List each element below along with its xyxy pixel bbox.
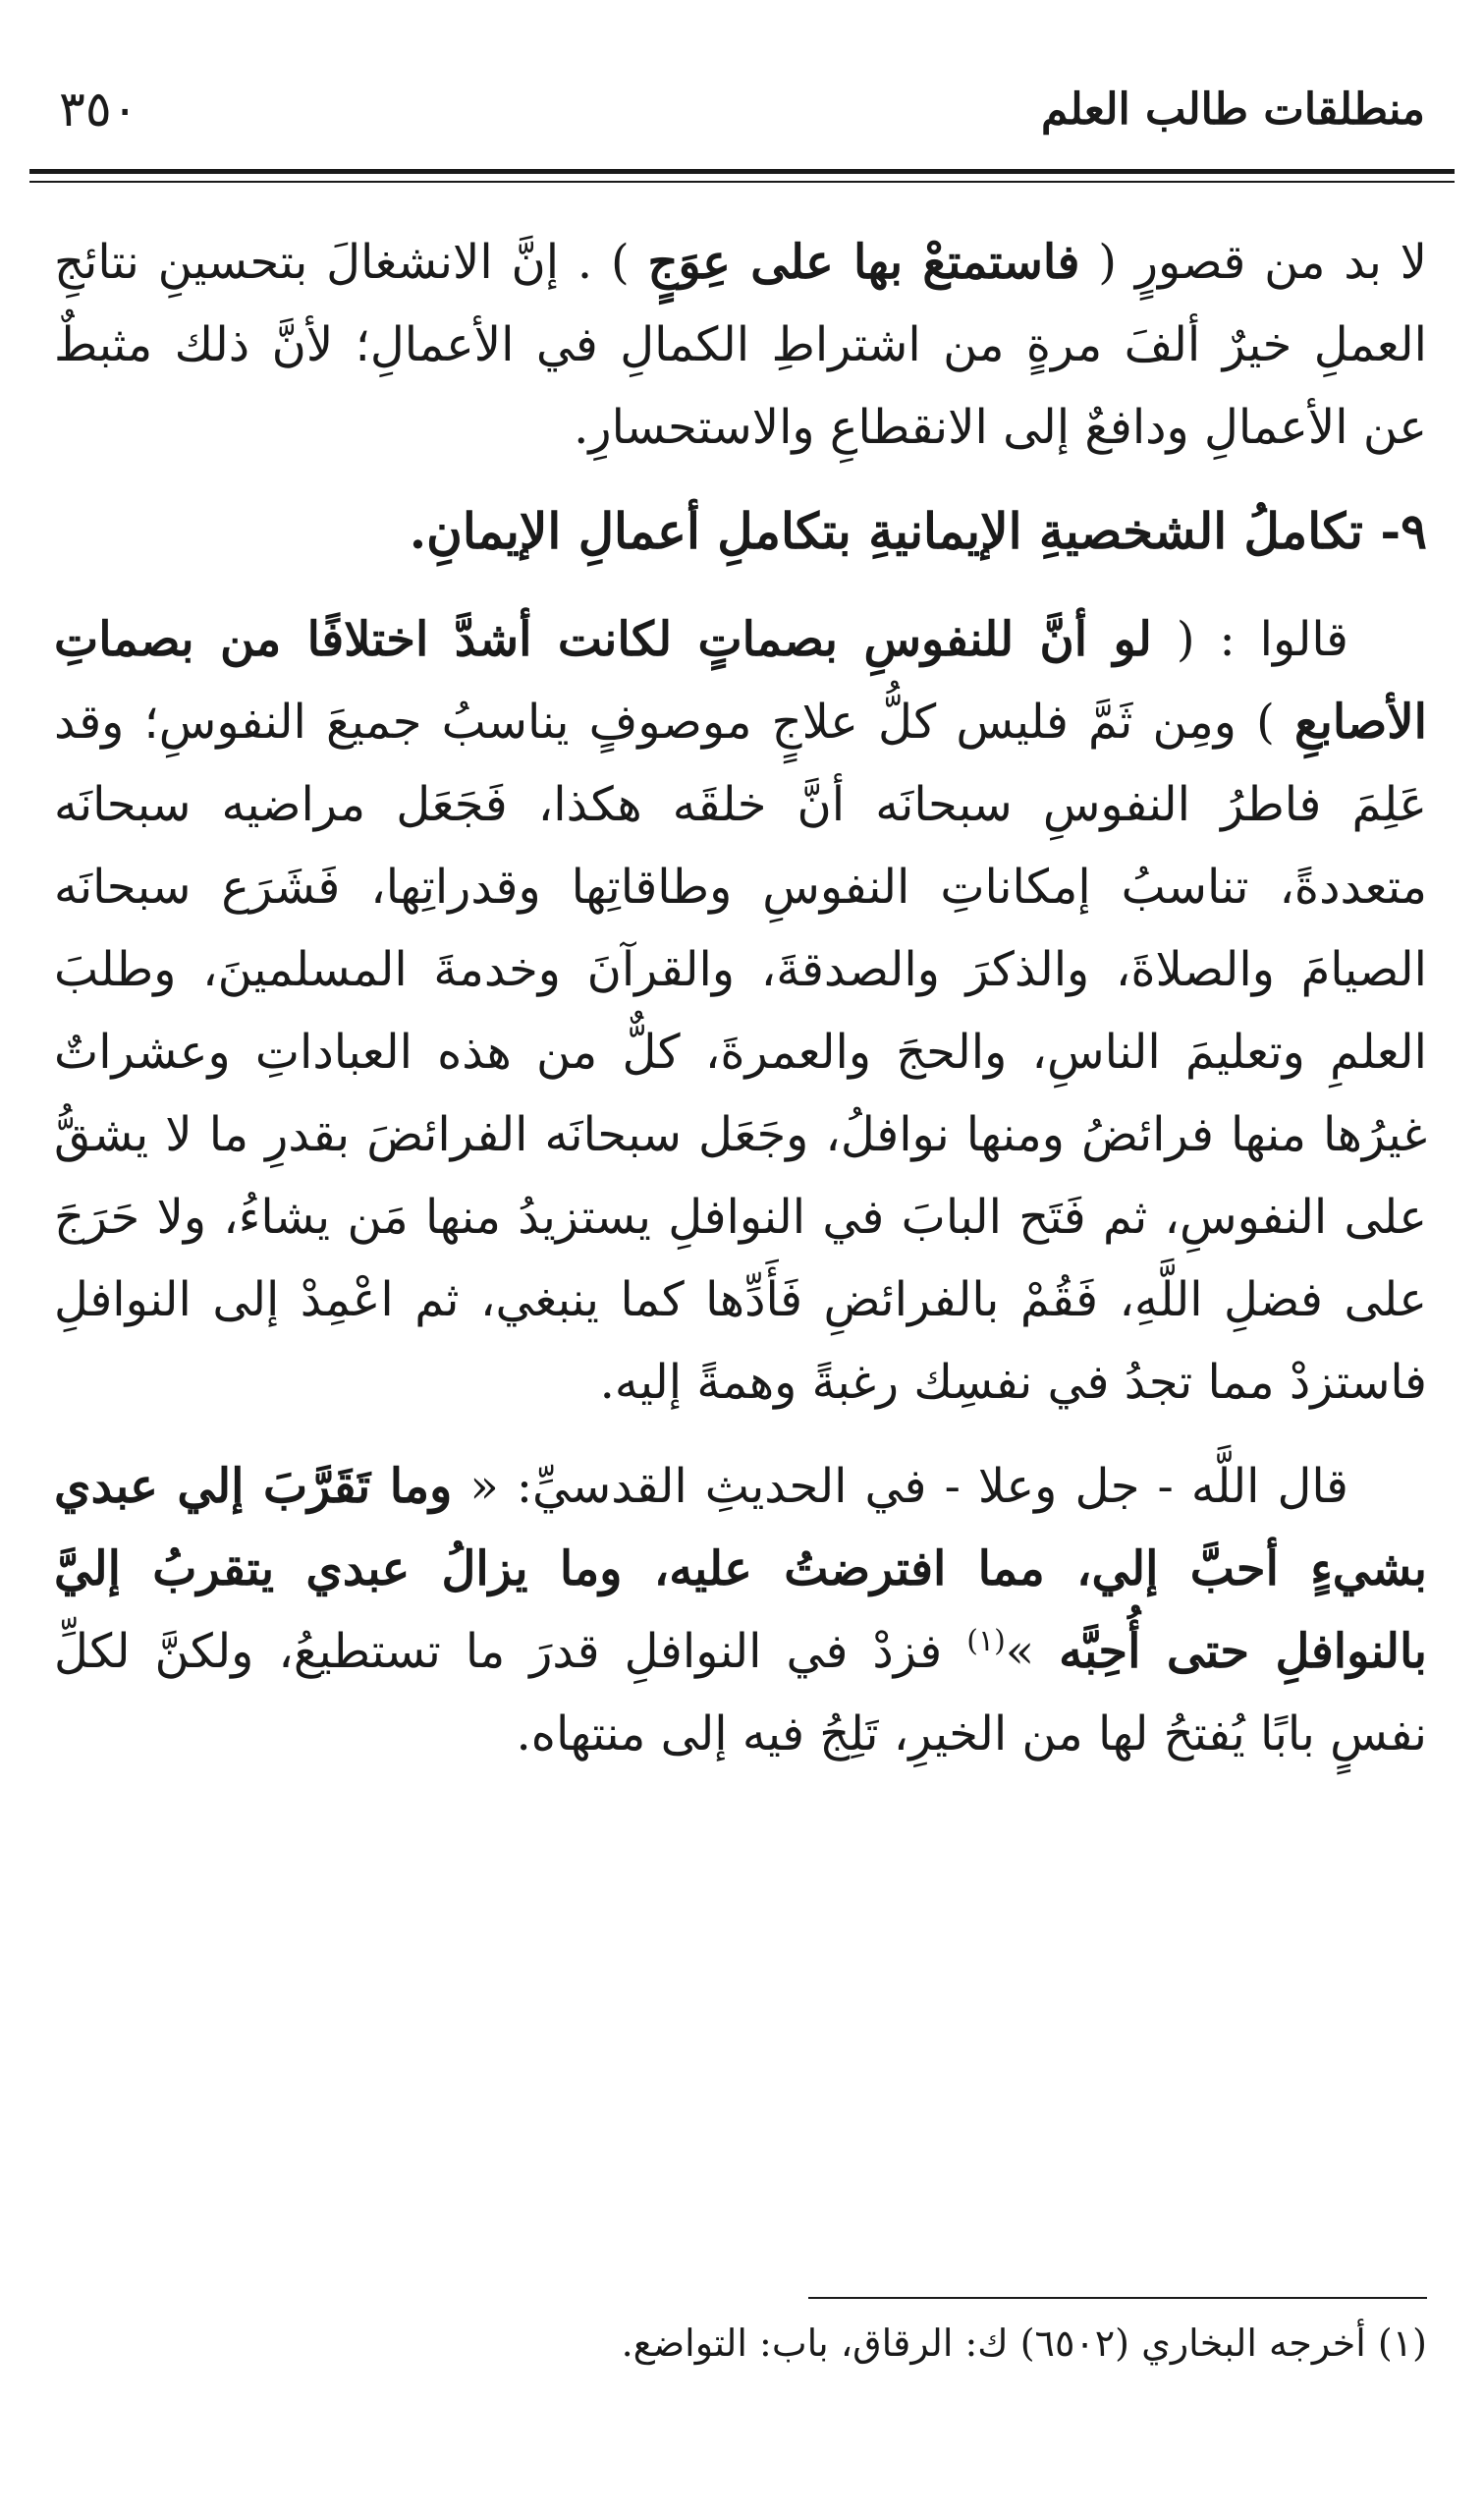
paragraph-3 xyxy=(54,1445,1427,1775)
footnote-rule xyxy=(808,2297,1427,2299)
hadith-quote-bold: وما تَقَرَّبَ إلي عبدي بشيءٍ أحبَّ إلي، مما افترضتُ عليه، وما يزالُ عبدي يتقربُ إليَّ بالنوافلِ حتى أُحِبَّه xyxy=(54,1459,1428,1679)
running-title: منطلقات طالب العلم xyxy=(1041,84,1425,135)
paragraph-2-text-a: قالوا : ( xyxy=(1151,612,1349,667)
body-text xyxy=(54,221,1427,1797)
quote-bold: لو أنَّ للنفوسِ بصماتٍ لكانت أشدَّ اختلافًا من بصماتِ الأصابعِ xyxy=(54,612,1427,750)
footnote: (١) أخرجه البخاري (٦٥٠٢) ك: الرقاق، باب: التواضع. xyxy=(621,2321,1427,2365)
paragraph-1 xyxy=(54,221,1427,469)
page-number: ٣٥٠ xyxy=(59,81,138,138)
paragraph-3-text-a: قال اللَّه - جل وعلا - في الحديثِ القدسيِّ: « xyxy=(452,1459,1348,1514)
paragraph-2 xyxy=(54,598,1427,1424)
paragraph-3-text-b: » xyxy=(1005,1624,1060,1679)
footnote-reference[interactable]: (١) xyxy=(966,1624,1006,1658)
header-rule-thin xyxy=(29,181,1455,183)
header-rule-thick xyxy=(29,169,1455,174)
running-header xyxy=(59,77,1425,165)
quote-bold: فاستمتعْ بها على عِوَجٍ xyxy=(647,235,1080,290)
section-heading: ٩- تكاملُ الشخصيةِ الإيمانيةِ بتكاملِ أعمالِ الإيمانِ. xyxy=(409,502,1427,560)
paragraph-1-text-a: لا بد من قصورٍ ( xyxy=(1079,235,1427,290)
paragraph-2-text-b: ) ومِن ثَمَّ فليس كلُّ علاجٍ موصوفٍ يناسبُ جميعَ النفوسِ؛ وقد عَلِمَ فاطرُ النفوسِ سبحانَه أنَّ خلقَه هكذا، فَجَعَل مراضيه سبحانَه متعددةً، تناسبُ إمكاناتِ النفوسِ وطاقاتِها وقدراتِها، فَشَرَع سبحانَه الصيامَ والصلاةَ، والذكرَ والصدقةَ، والقرآنَ وخدمةَ المسلمينَ، وطلبَ العلمِ وتعليمَ الناسِ، والحجَ والعمرةَ، كلٌّ من هذه العباداتِ وعشراتٌ غيرُها منها فرائضُ ومنها نوافلُ، وجَعَل سبحانَه الفرائضَ بقدرِ ما لا يشقُّ على النفوسِ، ثم فَتَح البابَ في النوافلِ يستزيدُ منها مَن يشاءُ، ولا حَرَجَ على فضلِ اللَّهِ، فَقُمْ بالفرائضِ فَأَدِّها كما ينبغي، ثم اعْمِدْ إلى النوافلِ فاستزدْ مما تجدُ في نفسِك رغبةً وهمةً إليه. xyxy=(54,695,1427,1410)
paragraph-3-text-c: فزدْ في النوافلِ قدرَ ما تستطيعُ، ولكنَّ لكلِّ نفسٍ بابًا يُفتحُ لها من الخيرِ، تَلِجُ فيه إلى منتهاه. xyxy=(54,1624,1427,1761)
paragraph-1-text-b: ) . إنَّ الانشغالَ بتحسينِ نتائجِ العملِ خيرٌ ألفَ مرةٍ من اشتراطِ الكمالِ في الأعمالِ؛ لأنَّ ذلك مثبطٌ عن الأعمالِ ودافعٌ إلى الانقطاعِ والاستحسارِ. xyxy=(54,235,1427,455)
